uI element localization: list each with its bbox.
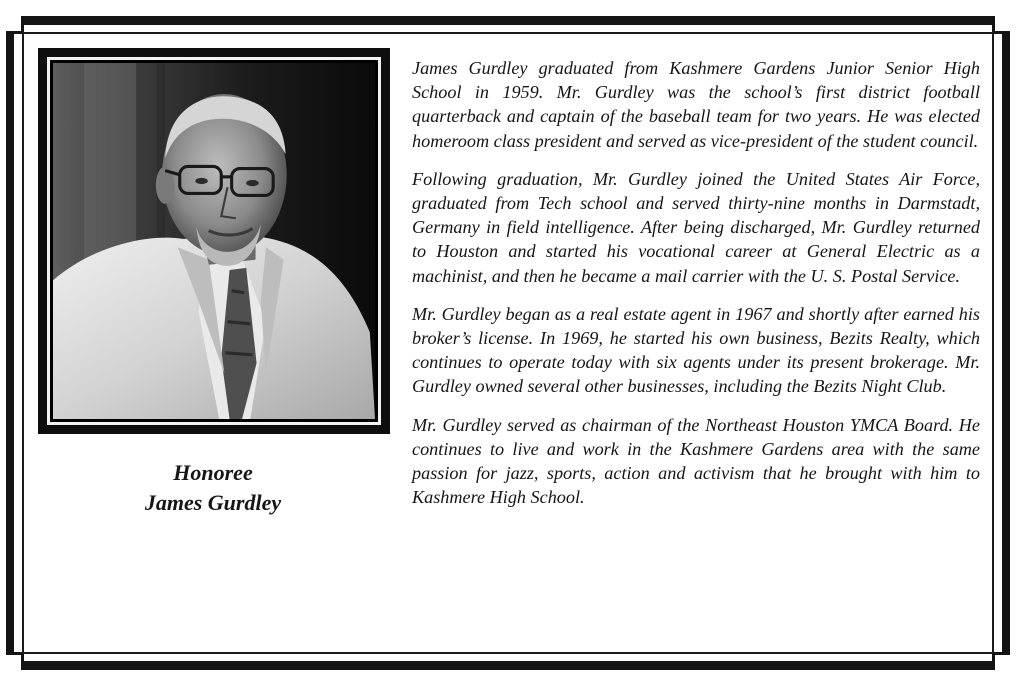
border-corner-top-right bbox=[992, 16, 1010, 34]
honoree-caption bbox=[98, 458, 328, 518]
honoree-portrait bbox=[53, 63, 375, 419]
biography bbox=[412, 56, 980, 523]
border-corner-bottom-right bbox=[992, 652, 1010, 670]
bio-paragraph-realty: Mr. Gurdley began as a real estate agent in 1967 and shortly after earned his broker’s license. In 1969, he started his own business, Bezits Realty, which continues to operate today with six agents under its present brokerage. Mr. Gurdley owned several other businesses, including the Bezits Night Club. bbox=[412, 303, 980, 397]
bio-paragraph-military: Following graduation, Mr. Gurdley joined the United States Air Force, graduated from Tech school and served thirty-nine months in Darmstadt, Germany in field intelligence. After being discharged, Mr. Gurdley returned to Houston and started his vocational career at General Electric as a machinist, and then he became a mail carrier with the U. S. Postal Service. bbox=[412, 168, 980, 286]
honoree-photo-frame bbox=[38, 48, 390, 434]
photo-mat bbox=[47, 57, 381, 425]
bio-paragraph-community: Mr. Gurdley served as chairman of the Northeast Houston YMCA Board. He continues to live and work in the Kashmere Gardens area with the same passion for jazz, sports, action and activism that he brought with him to Kashmere High School. bbox=[412, 414, 980, 508]
caption-name: James Gurdley bbox=[144, 490, 282, 515]
bio-paragraph-education: James Gurdley graduated from Kashmere Gardens Junior Senior High School in 1959. Mr. Gurdley was the school’s first district football quarterback and captain of the baseball team for two years. He was elected homeroom class president and served as vice-president of the student council. bbox=[412, 58, 980, 151]
border-corner-bottom-left bbox=[6, 652, 24, 670]
caption-title: Honoree bbox=[173, 460, 253, 485]
